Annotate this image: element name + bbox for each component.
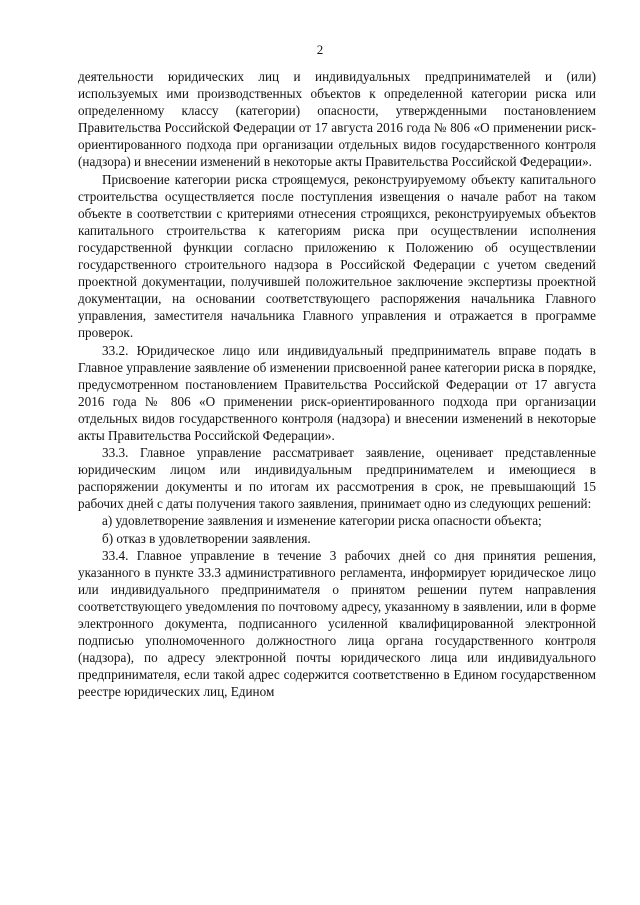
paragraph-continuation: деятельности юридических лиц и индивидуальных предпринимателей и (или) используемых ими производственных объектов к определенной категории риска или определенному классу (категории) опасности, утвержденными постановлением Правительства Российской Федерации от 17 августа 2016 года № 806 «О применении риск-ориентированного подхода при организации отдельных видов государственного контроля (надзора) и внесении изменений в некоторые акты Правительства Российской Федерации».	[78, 69, 596, 170]
paragraph-33-4: 33.4. Главное управление в течение 3 рабочих дней со дня принятия решения, указанного в пункте 33.3 административного регламента, информирует юридическое лицо или индивидуального предпринимателя о принятом решении путем направления соответствующего уведомления по почтовому адресу, указанному в заявлении, или в форме электронного документа, подписанного усиленной квалифицированной электронной подписью уполномоченного должностного лица органа государственного контроля (надзора), по адресу электронной почты юридического лица или индивидуального предпринимателя, если такой адрес содержится соответственно в Едином государственном реестре юридических лиц, Едином	[78, 547, 596, 700]
paragraph-33-3: 33.3. Главное управление рассматривает заявление, оценивает представленные юридическим лицом или индивидуальным предпринимателем и имеющиеся в распоряжении документы и по итогам их рассмотрения в срок, не превышающий 15 рабочих дней с даты получения такого заявления, принимает одно из следующих решений:	[78, 445, 596, 512]
paragraph-risk-assignment: Присвоение категории риска строящемуся, реконструируемому объекту капитального строительства осуществляется после поступления извещения о начале работ на таком объекте в соответствии с критериями отнесения строящихся, реконструируемых объектов капитального строительства к категориям риска при осуществлении исполнения государственной функции согласно приложению к Положению об осуществлении государственного строительного надзора в Российской Федерации с учетом сведений проектной документации, получившей положительное заключение экспертизы проектной документации, на основании соответствующего распоряжения начальника Главного управления, заместителя начальника Главного управления и отражается в программе проверок.	[78, 171, 596, 341]
paragraph-33-2: 33.2. Юридическое лицо или индивидуальный предприниматель вправе подать в Главное управление заявление об изменении присвоенной ранее категории риска в порядке, предусмотренном постановлением Правительства Российской Федерации от 17 августа 2016 года № 806 «О применении риск-ориентированного подхода при организации отдельных видов государственного контроля (надзора) и внесении изменений в некоторые акты Правительства Российской Федерации».	[78, 342, 596, 443]
list-item-b: б) отказ в удовлетворении заявления.	[102, 530, 311, 546]
page-number: 2	[316, 42, 324, 57]
list-item-a: а) удовлетворение заявления и изменение категории риска опасности объекта;	[102, 513, 542, 529]
document-body	[78, 68, 596, 700]
